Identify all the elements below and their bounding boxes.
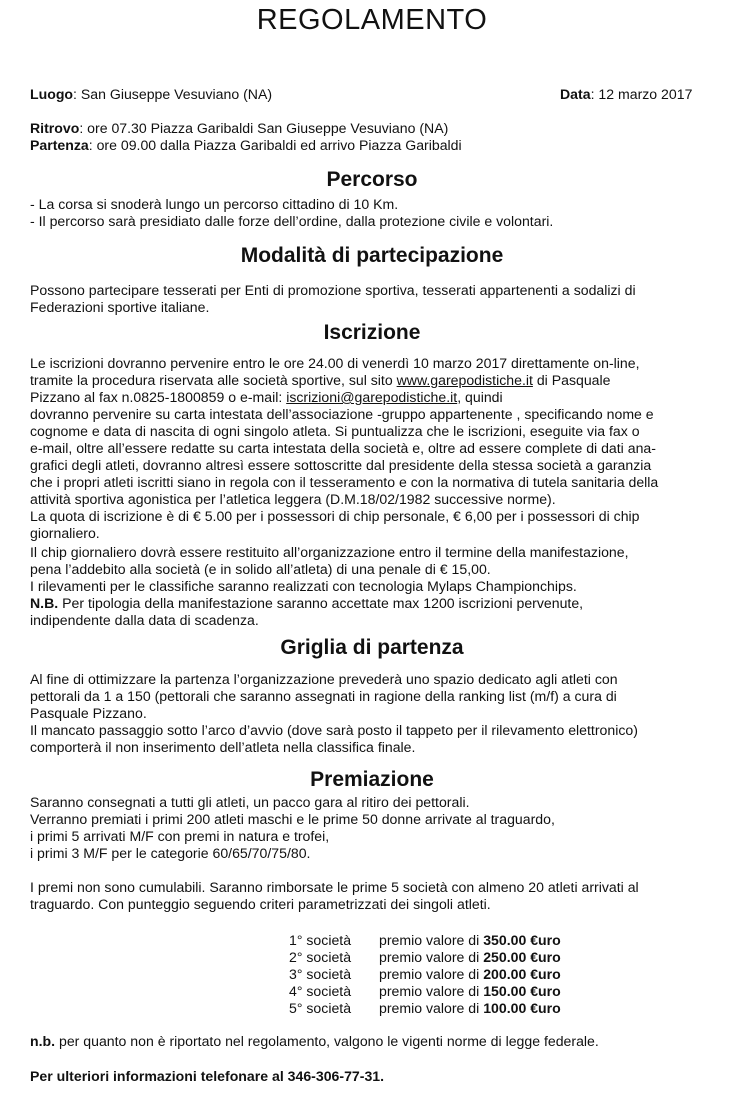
text-line: - Il percorso sarà presidiato dalle forze dell’ordine, dalla protezione civile e volontari. [30, 213, 554, 229]
premiazione-text [30, 794, 720, 862]
data-value: : 12 marzo 2017 [590, 86, 693, 102]
griglia-text [30, 671, 720, 756]
text-line: e-mail, oltre all’essere redatte su carta intestata della società e, oltre ad essere complete di dati ana- [30, 440, 656, 456]
section-heading-premiazione: Premiazione [310, 768, 434, 791]
nb-label: n.b. [30, 1033, 56, 1049]
text-fragment: Per tipologia della manifestazione saranno accettate max 1200 iscrizioni pervenute, [58, 595, 584, 611]
text-line: che i propri atleti iscritti siano in regola con il tesseramento e con la normativa di tutela sanitaria della [30, 474, 659, 490]
text-fragment: , quindi [457, 389, 503, 405]
text-line: Verranno premiati i primi 200 atleti maschi e le prime 50 donne arrivate al traguardo, [30, 811, 555, 827]
percorso-text [30, 196, 720, 230]
prize-place: 5° società [289, 1000, 352, 1016]
prize-amount: 100.00 €uro [483, 1000, 561, 1016]
section-heading-modalita: Modalità di partecipazione [240, 244, 504, 267]
section-heading-griglia: Griglia di partenza [280, 636, 464, 659]
text-line: Al fine di ottimizzare la partenza l’organizzazione prevederà uno spazio dedicato agli atleti con [30, 671, 618, 687]
text-line: I premi non sono cumulabili. Saranno rimborsate le prime 5 società con almeno 20 atleti arrivati al [30, 879, 639, 895]
text-line: giornaliero. [30, 525, 100, 541]
prize-row [289, 1000, 561, 1017]
footer-note [30, 1033, 720, 1050]
luogo-label: Luogo [30, 86, 74, 102]
prize-text: premio valore di [379, 949, 484, 965]
text-line: attività sportiva agonistica per l’atletica leggera (D.M.18/02/1982 successive norme). [30, 491, 556, 507]
text-line: cognome e data di nascita di ogni singolo atleta. Si puntualizza che le iscrizioni, eseguite via fax o [30, 423, 640, 439]
footer-note-text: per quanto non è riportato nel regolamento, valgono le vigenti norme di legge federale. [55, 1033, 599, 1049]
text-line: La quota di iscrizione è di € 5.00 per i possessori di chip personale, € 6,00 per i possessori di chip [30, 508, 640, 524]
text-line: dovranno pervenire su carta intestata dell’associazione -gruppo appartenente , specificando nome e [30, 406, 654, 422]
prize-amount: 150.00 €uro [483, 983, 561, 999]
prize-amount: 250.00 €uro [483, 949, 561, 965]
ritrovo-value: : ore 07.30 Piazza Garibaldi San Giuseppe Vesuviano (NA) [79, 120, 449, 136]
prize-place: 4° società [289, 983, 352, 999]
prize-place: 1° società [289, 932, 352, 948]
text-line: traguardo. Con punteggio seguendo criteri parametrizzati dei singoli atleti. [30, 896, 491, 912]
prize-row [289, 949, 561, 966]
text-line: comporterà il non inserimento dell’atleta nella classifica finale. [30, 739, 416, 755]
page-title: REGOLAMENTO [256, 4, 488, 36]
text-line: i primi 5 arrivati M/F con premi in natura e trofei, [30, 828, 330, 844]
prize-row [289, 966, 561, 983]
text-line: pena l’addebito alla società (e in solido all’atleta) di una penale di € 15,00. [30, 561, 491, 577]
prize-text: premio valore di [379, 983, 484, 999]
text-line: Possono partecipare tesserati per Enti di promozione sportiva, tesserati appartenenti a sodalizi di [30, 282, 636, 298]
text-line: Le iscrizioni dovranno pervenire entro le ore 24.00 di venerdì 10 marzo 2017 direttamente on-line, [30, 355, 640, 371]
nb-label: N.B. [30, 595, 59, 611]
text-line: Il chip giornaliero dovrà essere restituito all’organizzazione entro il termine della manifestazione, [30, 544, 629, 560]
prize-row [289, 983, 561, 1000]
text-line: Saranno consegnati a tutti gli atleti, un pacco gara al ritiro dei pettorali. [30, 794, 470, 810]
partenza-value: : ore 09.00 dalla Piazza Garibaldi ed arrivo Piazza Garibaldi [88, 137, 462, 153]
luogo-value: : San Giuseppe Vesuviano (NA) [73, 86, 273, 102]
prize-place: 3° società [289, 966, 352, 982]
data-label: Data [560, 86, 591, 102]
text-line: Federazioni sportive italiane. [30, 299, 210, 315]
email-link[interactable]: iscrizioni@garepodistiche.it [286, 389, 458, 405]
text-line: - La corsa si snoderà lungo un percorso cittadino di 10 Km. [30, 196, 399, 212]
prize-place: 2° società [289, 949, 352, 965]
website-link[interactable]: www.garepodistiche.it [396, 372, 533, 388]
prize-text: premio valore di [379, 932, 484, 948]
text-line [30, 372, 720, 389]
text-line: Pasquale Pizzano. [30, 705, 147, 721]
text-line: pettorali da 1 a 150 (pettorali che saranno assegnati in ragione della ranking list (m/f) a cura di [30, 688, 617, 704]
text-line: Il mancato passaggio sotto l’arco d’avvio (dove sarà posto il tappeto per il rilevamento elettronico) [30, 722, 638, 738]
modalita-text [30, 282, 720, 316]
text-line: I rilevamenti per le classifiche saranno realizzati con tecnologia Mylaps Championchips. [30, 578, 577, 594]
text-fragment: tramite la procedura riservata alle società sportive, sul sito [30, 372, 397, 388]
text-fragment: di Pasquale [532, 372, 611, 388]
ritrovo-label: Ritrovo [30, 120, 80, 136]
prize-text: premio valore di [379, 966, 484, 982]
prize-text: premio valore di [379, 1000, 484, 1016]
section-heading-percorso: Percorso [326, 168, 418, 191]
text-line: i primi 3 M/F per le categorie 60/65/70/75/80. [30, 845, 311, 861]
prize-row [289, 932, 561, 949]
contact-line: Per ulteriori informazioni telefonare al 346-306-77-31. [30, 1068, 385, 1084]
prize-amount: 350.00 €uro [483, 932, 561, 948]
premiazione-text-2 [30, 879, 720, 913]
text-line: grafici degli atleti, dovranno altresì essere sottoscritte dal presidente della stessa società a garanzia [30, 457, 652, 473]
section-heading-iscrizione: Iscrizione [323, 321, 421, 344]
text-line: indipendente dalla data di scadenza. [30, 612, 259, 628]
partenza-label: Partenza [30, 137, 89, 153]
text-line [30, 595, 720, 612]
iscrizione-text [30, 355, 720, 629]
text-fragment: Pizzano al fax n.0825-1800859 o e-mail: [30, 389, 287, 405]
data-line [560, 86, 720, 103]
ritrovo-line [30, 120, 720, 137]
partenza-line [30, 137, 720, 154]
prize-amount: 200.00 €uro [483, 966, 561, 982]
text-line [30, 389, 720, 406]
